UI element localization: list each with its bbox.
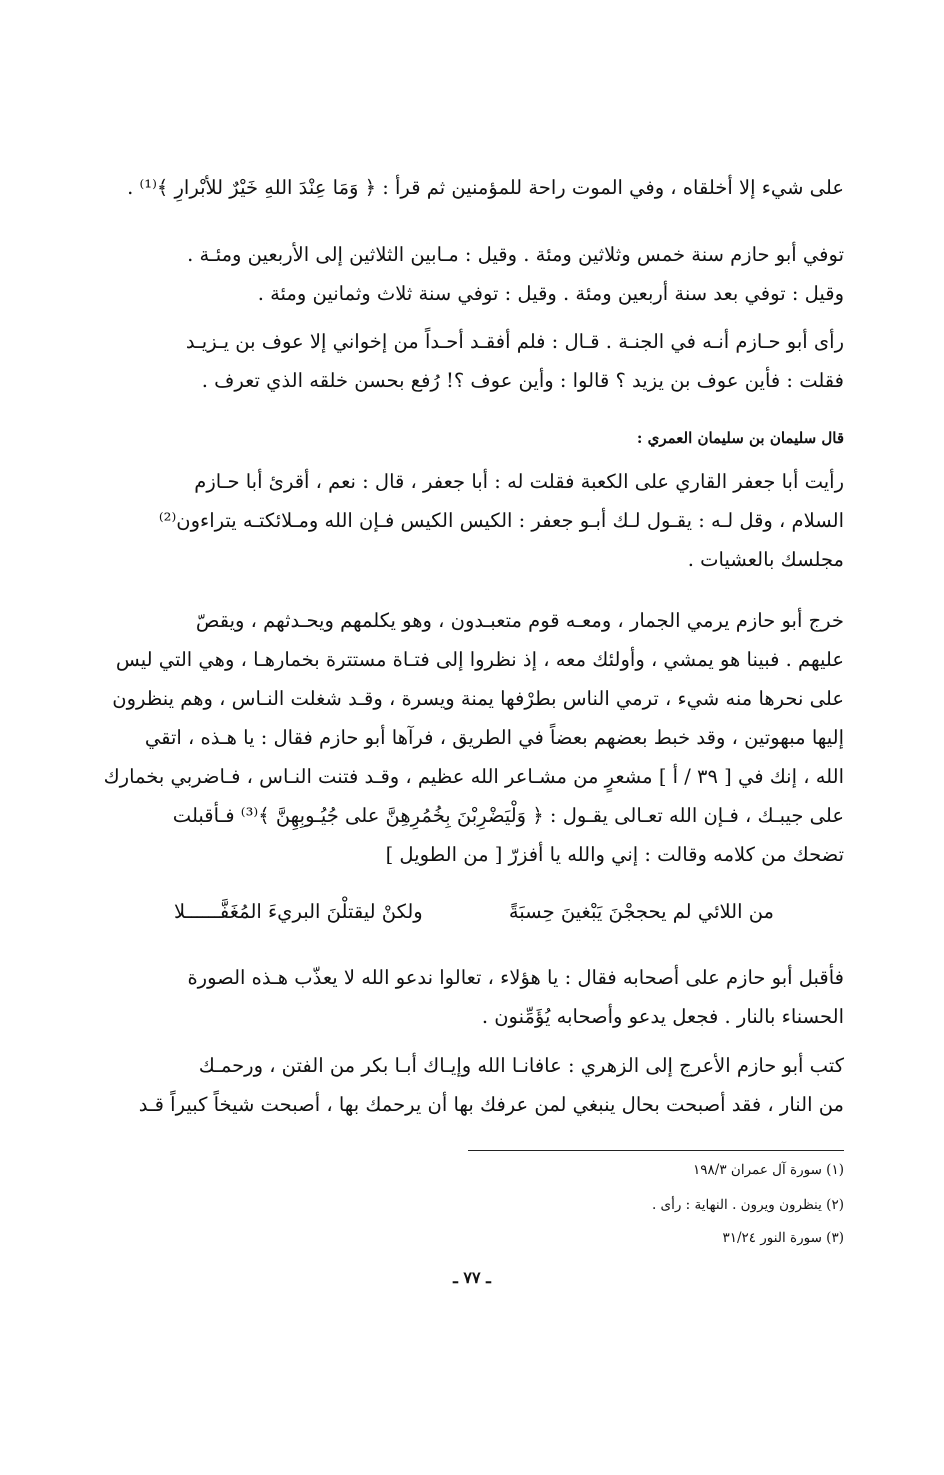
footnote-2: (٢) ينظرون ويرون . النهاية : رأى . [651,1197,844,1213]
text-line: خرج أبو حازم يرمي الجمار ، ومعـه قوم متعبـدون ، وهو يكلمهم ويحـدثهم ، ويقصّ [195,609,844,632]
text-line: فأقبل أبو حازم على أصحابه فقال : يا هؤلاء ، تعالوا ندعو الله لا يعذّب هـذه الصورة [187,966,844,989]
text-line: إليها مبهوتين ، وقد خبط بعضهم بعضاً في الطريق ، فرآها أبو حازم فقال : يا هـذه ، اتقي [144,726,844,749]
page-number: ـ ٧٧ ـ [453,1268,491,1287]
text-line: تضحك من كلامه وقالت : إني والله يا أفزرّ [ من الطويل ] [385,843,844,866]
section-heading: قال سليمان بن سليمان العمري : [636,429,844,447]
paragraph-abu-jafar [100,462,844,579]
text-line: السلام ، وقل لـه : يقـول لـك أبـو جعفر : الكيس الكيس فـإن الله ومـلائكتـه يتراءون⁽²⁾ [158,509,844,532]
verse-first-hemistich: من اللائي لم يحججْنَ يَبْغينَ حِسبَةً [508,900,774,923]
paragraph-letter [100,1046,844,1124]
text-line: رأى أبو حـازم أنـه في الجنـة . قـال : فلم أفقـد أحـداً من إخواني إلا عوف بن يـزيـد [185,330,844,353]
verse-second-hemistich: ولكنْ ليقتلْنَ البريءَ المُغَفَّــــــلا [174,900,423,923]
paragraph-closing-quote [100,168,844,207]
paragraph-death-date [100,235,844,313]
text-line: على جيبـك ، فـإن الله تعـالى يقـول : ﴿ وَلْيَضْرِبْنَ بِخُمُرِهِنَّ على جُيُـوبِهِنَّ ﴾⁽³⁾ فـأقبلت [172,804,844,827]
text-line: من النار ، فقد أصبحت بحال ينبغي لمن عرفك بها أن يرحمك بها ، أصبحت شيخاً كبيراً قـد [138,1093,844,1116]
text-line: فقلت : فأين عوف بن يزيد ؟ قالوا : وأين عوف ؟! رُفع بحسن خلقه الذي تعرف . [201,369,844,392]
text-line: وقيل : توفي بعد سنة أربعين ومئة . وقيل : توفي سنة ثلاث وثمانين ومئة . [257,282,844,305]
footnote-3: (٣) سورة النور ٣١/٢٤ [722,1230,844,1246]
paragraph-prayer [100,958,844,1036]
text-line: مجلسك بالعشيات . [687,548,844,571]
text-line: على نحرها منه شيء ، ترمي الناس بطرْفها يمنة ويسرة ، وقـد شغلت النـاس ، وهم ينظرون [112,687,844,710]
text-line: على شيء إلا أخلقاه ، وفي الموت راحة للمؤمنين ثم قرأ : ﴿ وَمَا عِنْدَ اللهِ خَيْرٌ للأبْرارِ ﴾⁽¹⁾ . [127,176,844,199]
footnote-1: (١) سورة آل عمران ١٩٨/٣ [693,1162,844,1178]
text-line: الله ، إنك في [ ٣٩ / أ ] مشعرٍ من مشـاعر الله عظيم ، وقـد فتنت النـاس ، فـاضربي بخمارك [103,765,844,788]
text-line: عليهم . فبينا هو يمشي ، وأولئك معه ، إذ نظروا إلى فتـاة مستترة بخمارهـا ، وهي التي ليس [115,648,844,671]
text-line: رأيت أبا جعفر القاري على الكعبة فقلت له : أبا جعفر ، قال : نعم ، أقرئ أبا حـازم [194,470,844,493]
text-line: الحسناء بالنار . فجعل يدعو وأصحابه يُؤَمِّنون . [481,1005,844,1028]
text-line: كتب أبو حازم الأعرج إلى الزهري : عافانـا الله وإيـاك أبـا بكر من الفتن ، ورحمـك [198,1054,844,1077]
poem-verse [174,892,774,932]
text-line: توفي أبو حازم سنة خمس وثلاثين ومئة . وقيل : مـابين الثلاثين إلى الأربعين ومئـة . [187,243,844,266]
footnote-divider [468,1150,844,1151]
paragraph-dream [100,322,844,400]
paragraph-jamarat [100,601,844,874]
